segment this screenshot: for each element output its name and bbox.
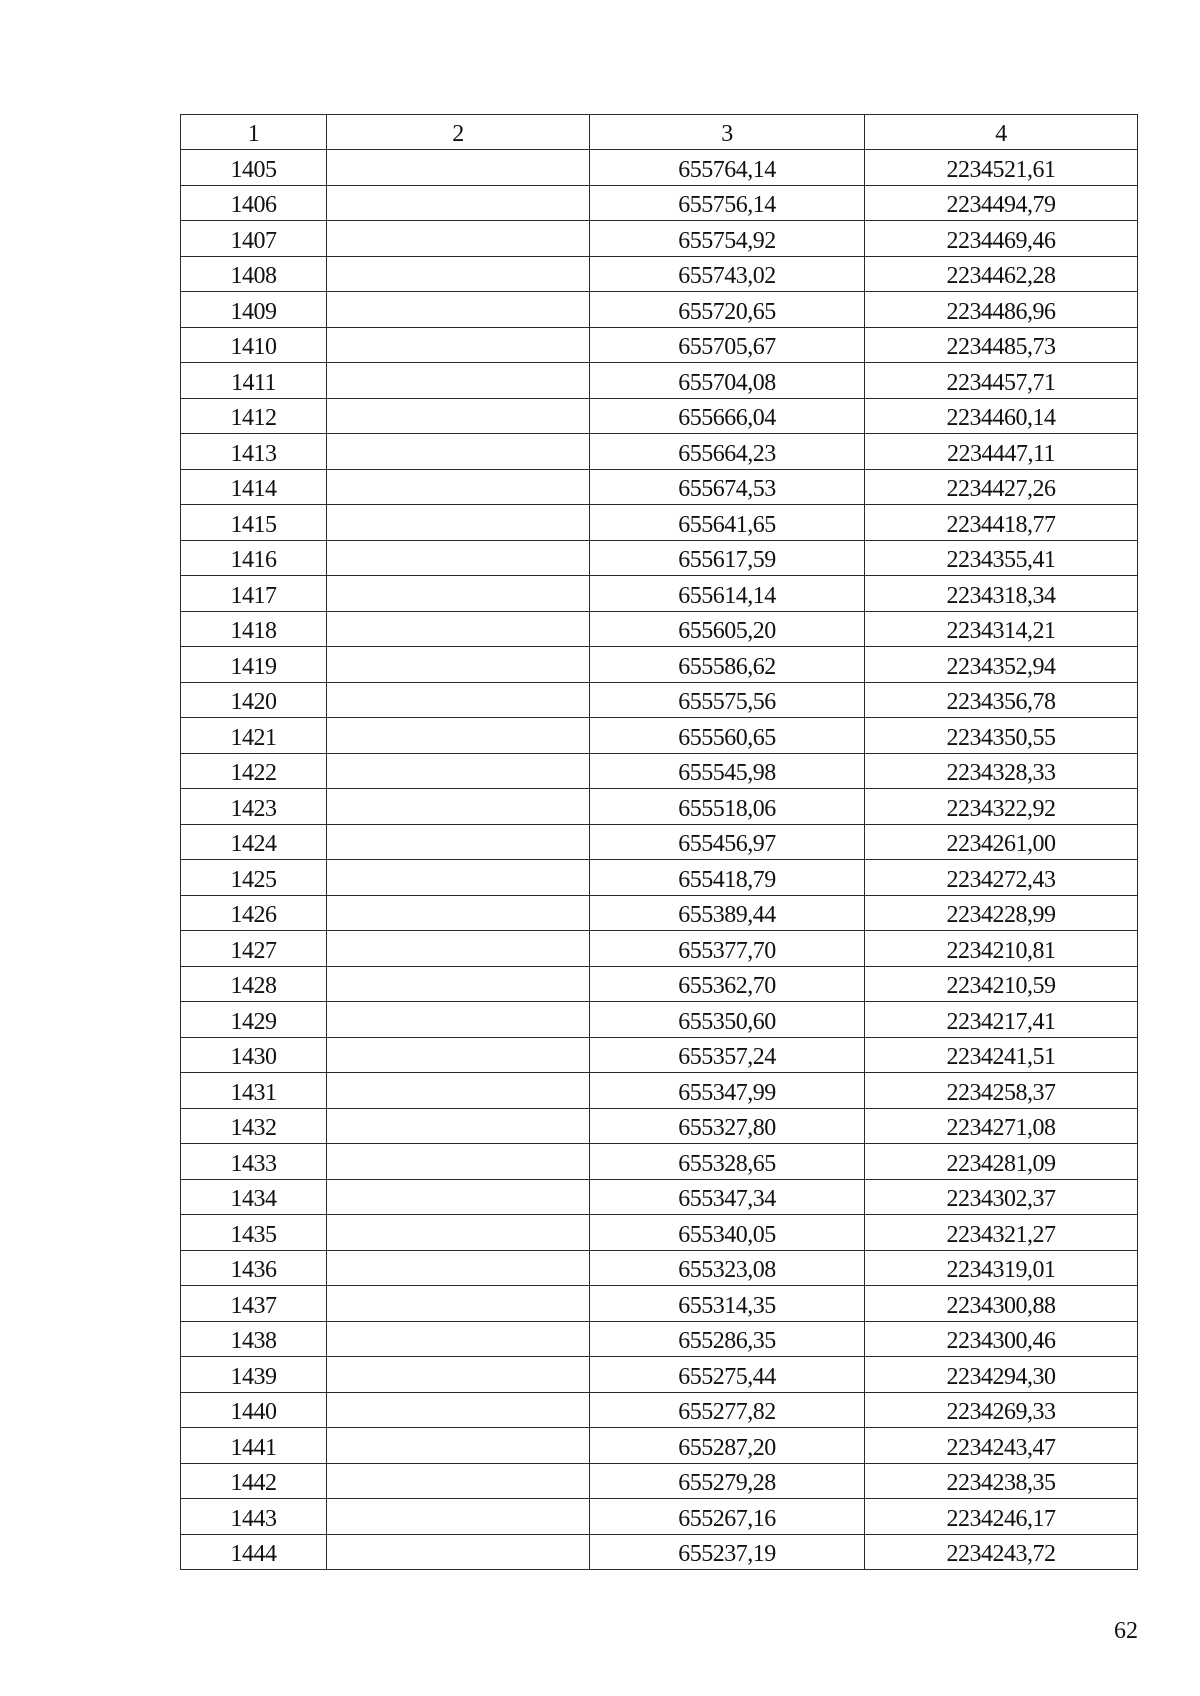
table-row [181, 292, 1138, 328]
point-number-cell: 1426 [181, 895, 327, 931]
point-number-cell: 1429 [181, 1002, 327, 1038]
table-row [181, 1215, 1138, 1251]
y-coordinate-cell: 2234246,17 [865, 1499, 1138, 1535]
x-coordinate-cell: 655286,35 [590, 1321, 865, 1357]
y-coordinate-cell: 2234352,94 [865, 647, 1138, 683]
point-number-cell: 1419 [181, 647, 327, 683]
y-coordinate-cell: 2234300,88 [865, 1286, 1138, 1322]
point-number-cell: 1417 [181, 576, 327, 612]
x-coordinate-cell: 655279,28 [590, 1463, 865, 1499]
point-number-cell: 1415 [181, 505, 327, 541]
y-coordinate-cell: 2234521,61 [865, 150, 1138, 186]
column-header-4: 4 [865, 115, 1138, 150]
point-number-cell: 1443 [181, 1499, 327, 1535]
table-row [181, 1144, 1138, 1180]
empty-cell [327, 682, 590, 718]
column-header-1: 1 [181, 115, 327, 150]
x-coordinate-cell: 655347,34 [590, 1179, 865, 1215]
x-coordinate-cell: 655418,79 [590, 860, 865, 896]
y-coordinate-cell: 2234350,55 [865, 718, 1138, 754]
table-row [181, 363, 1138, 399]
point-number-cell: 1439 [181, 1357, 327, 1393]
table-row [181, 1073, 1138, 1109]
empty-cell [327, 1463, 590, 1499]
y-coordinate-cell: 2234318,34 [865, 576, 1138, 612]
table-row [181, 931, 1138, 967]
table-row [181, 1463, 1138, 1499]
point-number-cell: 1408 [181, 256, 327, 292]
point-number-cell: 1436 [181, 1250, 327, 1286]
table-row [181, 469, 1138, 505]
empty-cell [327, 1499, 590, 1535]
point-number-cell: 1420 [181, 682, 327, 718]
y-coordinate-cell: 2234319,01 [865, 1250, 1138, 1286]
table-row [181, 1321, 1138, 1357]
point-number-cell: 1430 [181, 1037, 327, 1073]
empty-cell [327, 647, 590, 683]
x-coordinate-cell: 655323,08 [590, 1250, 865, 1286]
y-coordinate-cell: 2234427,26 [865, 469, 1138, 505]
table-row [181, 966, 1138, 1002]
x-coordinate-cell: 655575,56 [590, 682, 865, 718]
point-number-cell: 1444 [181, 1534, 327, 1570]
empty-cell [327, 327, 590, 363]
y-coordinate-cell: 2234457,71 [865, 363, 1138, 399]
empty-cell [327, 576, 590, 612]
y-coordinate-cell: 2234460,14 [865, 398, 1138, 434]
point-number-cell: 1431 [181, 1073, 327, 1109]
point-number-cell: 1433 [181, 1144, 327, 1180]
point-number-cell: 1425 [181, 860, 327, 896]
x-coordinate-cell: 655764,14 [590, 150, 865, 186]
table-row [181, 1037, 1138, 1073]
x-coordinate-cell: 655664,23 [590, 434, 865, 470]
x-coordinate-cell: 655362,70 [590, 966, 865, 1002]
x-coordinate-cell: 655617,59 [590, 540, 865, 576]
table-row [181, 256, 1138, 292]
point-number-cell: 1421 [181, 718, 327, 754]
x-coordinate-cell: 655754,92 [590, 221, 865, 257]
table-row [181, 1499, 1138, 1535]
empty-cell [327, 505, 590, 541]
empty-cell [327, 1250, 590, 1286]
table-row [181, 1179, 1138, 1215]
x-coordinate-cell: 655666,04 [590, 398, 865, 434]
point-number-cell: 1411 [181, 363, 327, 399]
x-coordinate-cell: 655277,82 [590, 1392, 865, 1428]
y-coordinate-cell: 2234271,08 [865, 1108, 1138, 1144]
empty-cell [327, 1073, 590, 1109]
table-row [181, 682, 1138, 718]
table-row [181, 540, 1138, 576]
point-number-cell: 1413 [181, 434, 327, 470]
y-coordinate-cell: 2234302,37 [865, 1179, 1138, 1215]
empty-cell [327, 540, 590, 576]
empty-cell [327, 824, 590, 860]
y-coordinate-cell: 2234241,51 [865, 1037, 1138, 1073]
empty-cell [327, 1215, 590, 1251]
point-number-cell: 1406 [181, 185, 327, 221]
point-number-cell: 1423 [181, 789, 327, 825]
x-coordinate-cell: 655518,06 [590, 789, 865, 825]
y-coordinate-cell: 2234243,47 [865, 1428, 1138, 1464]
empty-cell [327, 256, 590, 292]
table-row [181, 185, 1138, 221]
point-number-cell: 1434 [181, 1179, 327, 1215]
y-coordinate-cell: 2234217,41 [865, 1002, 1138, 1038]
empty-cell [327, 150, 590, 186]
table-row [181, 1392, 1138, 1428]
y-coordinate-cell: 2234258,37 [865, 1073, 1138, 1109]
table-row [181, 1108, 1138, 1144]
table-row [181, 824, 1138, 860]
y-coordinate-cell: 2234272,43 [865, 860, 1138, 896]
point-number-cell: 1407 [181, 221, 327, 257]
empty-cell [327, 789, 590, 825]
x-coordinate-cell: 655586,62 [590, 647, 865, 683]
point-number-cell: 1437 [181, 1286, 327, 1322]
x-coordinate-cell: 655456,97 [590, 824, 865, 860]
y-coordinate-cell: 2234210,59 [865, 966, 1138, 1002]
x-coordinate-cell: 655641,65 [590, 505, 865, 541]
empty-cell [327, 611, 590, 647]
column-header-2: 2 [327, 115, 590, 150]
x-coordinate-cell: 655705,67 [590, 327, 865, 363]
y-coordinate-cell: 2234238,35 [865, 1463, 1138, 1499]
x-coordinate-cell: 655237,19 [590, 1534, 865, 1570]
point-number-cell: 1418 [181, 611, 327, 647]
empty-cell [327, 292, 590, 328]
y-coordinate-cell: 2234314,21 [865, 611, 1138, 647]
table-row [181, 753, 1138, 789]
point-number-cell: 1405 [181, 150, 327, 186]
empty-cell [327, 966, 590, 1002]
point-number-cell: 1435 [181, 1215, 327, 1251]
empty-cell [327, 221, 590, 257]
x-coordinate-cell: 655605,20 [590, 611, 865, 647]
x-coordinate-cell: 655357,24 [590, 1037, 865, 1073]
y-coordinate-cell: 2234328,33 [865, 753, 1138, 789]
point-number-cell: 1440 [181, 1392, 327, 1428]
empty-cell [327, 1357, 590, 1393]
point-number-cell: 1412 [181, 398, 327, 434]
table-row [181, 1250, 1138, 1286]
table-row [181, 1428, 1138, 1464]
empty-cell [327, 718, 590, 754]
x-coordinate-cell: 655389,44 [590, 895, 865, 931]
x-coordinate-cell: 655287,20 [590, 1428, 865, 1464]
point-number-cell: 1427 [181, 931, 327, 967]
table-row [181, 1002, 1138, 1038]
table-row [181, 1357, 1138, 1393]
table-row [181, 398, 1138, 434]
point-number-cell: 1422 [181, 753, 327, 789]
empty-cell [327, 1037, 590, 1073]
table-row [181, 1534, 1138, 1570]
y-coordinate-cell: 2234281,09 [865, 1144, 1138, 1180]
table-row [181, 221, 1138, 257]
empty-cell [327, 1179, 590, 1215]
table-row [181, 718, 1138, 754]
page-number: 62 [1114, 1618, 1138, 1644]
empty-cell [327, 1321, 590, 1357]
x-coordinate-cell: 655377,70 [590, 931, 865, 967]
coordinates-table [180, 114, 1138, 1570]
empty-cell [327, 1392, 590, 1428]
empty-cell [327, 1534, 590, 1570]
x-coordinate-cell: 655340,05 [590, 1215, 865, 1251]
point-number-cell: 1432 [181, 1108, 327, 1144]
table-row [181, 1286, 1138, 1322]
table-row [181, 434, 1138, 470]
column-header-3: 3 [590, 115, 865, 150]
table-body [181, 150, 1138, 1570]
point-number-cell: 1414 [181, 469, 327, 505]
y-coordinate-cell: 2234494,79 [865, 185, 1138, 221]
point-number-cell: 1424 [181, 824, 327, 860]
point-number-cell: 1441 [181, 1428, 327, 1464]
y-coordinate-cell: 2234418,77 [865, 505, 1138, 541]
point-number-cell: 1428 [181, 966, 327, 1002]
y-coordinate-cell: 2234355,41 [865, 540, 1138, 576]
table-row [181, 327, 1138, 363]
empty-cell [327, 931, 590, 967]
x-coordinate-cell: 655314,35 [590, 1286, 865, 1322]
empty-cell [327, 895, 590, 931]
y-coordinate-cell: 2234243,72 [865, 1534, 1138, 1570]
empty-cell [327, 1286, 590, 1322]
y-coordinate-cell: 2234269,33 [865, 1392, 1138, 1428]
x-coordinate-cell: 655275,44 [590, 1357, 865, 1393]
x-coordinate-cell: 655327,80 [590, 1108, 865, 1144]
x-coordinate-cell: 655614,14 [590, 576, 865, 612]
point-number-cell: 1410 [181, 327, 327, 363]
y-coordinate-cell: 2234469,46 [865, 221, 1138, 257]
table-row [181, 789, 1138, 825]
x-coordinate-cell: 655267,16 [590, 1499, 865, 1535]
x-coordinate-cell: 655350,60 [590, 1002, 865, 1038]
empty-cell [327, 1002, 590, 1038]
y-coordinate-cell: 2234356,78 [865, 682, 1138, 718]
table-row [181, 860, 1138, 896]
point-number-cell: 1442 [181, 1463, 327, 1499]
y-coordinate-cell: 2234321,27 [865, 1215, 1138, 1251]
empty-cell [327, 1108, 590, 1144]
y-coordinate-cell: 2234228,99 [865, 895, 1138, 931]
point-number-cell: 1438 [181, 1321, 327, 1357]
y-coordinate-cell: 2234294,30 [865, 1357, 1138, 1393]
table-row [181, 611, 1138, 647]
table-row [181, 576, 1138, 612]
point-number-cell: 1416 [181, 540, 327, 576]
empty-cell [327, 1428, 590, 1464]
empty-cell [327, 1144, 590, 1180]
x-coordinate-cell: 655328,65 [590, 1144, 865, 1180]
y-coordinate-cell: 2234485,73 [865, 327, 1138, 363]
y-coordinate-cell: 2234300,46 [865, 1321, 1138, 1357]
empty-cell [327, 434, 590, 470]
table-row [181, 505, 1138, 541]
empty-cell [327, 469, 590, 505]
header-row [181, 115, 1138, 150]
y-coordinate-cell: 2234462,28 [865, 256, 1138, 292]
empty-cell [327, 185, 590, 221]
point-number-cell: 1409 [181, 292, 327, 328]
x-coordinate-cell: 655756,14 [590, 185, 865, 221]
x-coordinate-cell: 655560,65 [590, 718, 865, 754]
x-coordinate-cell: 655720,65 [590, 292, 865, 328]
empty-cell [327, 753, 590, 789]
table-row [181, 895, 1138, 931]
y-coordinate-cell: 2234261,00 [865, 824, 1138, 860]
empty-cell [327, 398, 590, 434]
empty-cell [327, 860, 590, 896]
table-row [181, 150, 1138, 186]
x-coordinate-cell: 655545,98 [590, 753, 865, 789]
table-row [181, 647, 1138, 683]
x-coordinate-cell: 655704,08 [590, 363, 865, 399]
y-coordinate-cell: 2234447,11 [865, 434, 1138, 470]
y-coordinate-cell: 2234486,96 [865, 292, 1138, 328]
y-coordinate-cell: 2234322,92 [865, 789, 1138, 825]
table-header [181, 115, 1138, 150]
empty-cell [327, 363, 590, 399]
x-coordinate-cell: 655743,02 [590, 256, 865, 292]
x-coordinate-cell: 655347,99 [590, 1073, 865, 1109]
x-coordinate-cell: 655674,53 [590, 469, 865, 505]
y-coordinate-cell: 2234210,81 [865, 931, 1138, 967]
